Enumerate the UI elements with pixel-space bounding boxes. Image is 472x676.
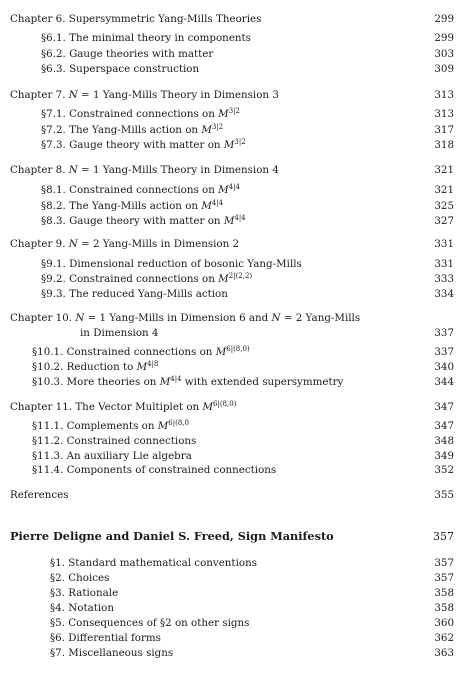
toc-title: §11.4. Components of constrained connections (32, 464, 277, 476)
toc-page: 355 (434, 489, 454, 501)
toc-page: 357 (434, 557, 454, 569)
toc-title: §7.1. Constrained connections on $M^{3|2}$ (41, 107, 240, 120)
toc-page: 349 (434, 450, 454, 462)
toc-title: §7. Miscellaneous signs (50, 647, 174, 659)
toc-section-4 (0, 601, 472, 616)
toc-title: Chapter 11. The Vector Multiplet on $M^{6|(8,0)}$ (10, 400, 237, 413)
toc-section-5 (0, 616, 472, 631)
toc-page: 321 (434, 184, 454, 196)
toc-page: 309 (434, 63, 454, 75)
toc-page: 325 (434, 200, 454, 212)
toc-title: §3. Rationale (50, 587, 119, 599)
toc-section-11-3 (0, 449, 472, 464)
toc-title: §4. Notation (50, 602, 114, 614)
toc-chapter-6 (0, 12, 472, 27)
toc-chapter-11 (0, 400, 472, 415)
toc-title: §10.3. More theories on $M^{4|4}$ with extended supersymmetry (32, 375, 344, 388)
toc-page: 299 (434, 13, 454, 25)
toc-section-1 (0, 556, 472, 571)
toc-page: 357 (433, 530, 454, 543)
toc-title: Chapter 10. N = 1 Yang-Mills in Dimension 6 and N = 2 Yang-Mills (10, 312, 361, 324)
toc-references (0, 488, 472, 503)
toc-section-7-1 (0, 107, 472, 122)
toc-page: 344 (434, 376, 454, 388)
toc-part-sign-manifesto (0, 529, 472, 544)
toc-page: 313 (434, 89, 454, 101)
toc-section-7 (0, 646, 472, 661)
toc-title: §9.2. Constrained connections on $M^{2|(2,2)}$ (41, 272, 253, 285)
toc-chapter-8 (0, 163, 472, 178)
toc-page: 358 (434, 602, 454, 614)
toc-title: §10.1. Constrained connections on $M^{6|(8,0)}$ (32, 345, 250, 358)
toc-section-9-1 (0, 257, 472, 272)
toc-title: Chapter 7. N = 1 Yang-Mills Theory in Dimension 3 (10, 89, 279, 101)
toc-chapter-9 (0, 237, 472, 252)
toc-page: 321 (434, 164, 454, 176)
toc-title: §7.2. The Yang-Mills action on $M^{3|2}$ (41, 123, 224, 136)
toc-chapter-10 (0, 311, 472, 326)
toc-title: in Dimension 4 (80, 327, 159, 339)
toc-section-9-2 (0, 272, 472, 287)
toc-page: 327 (434, 215, 454, 227)
toc-page: 347 (434, 420, 454, 432)
toc-page: 318 (434, 139, 454, 151)
toc-title: §11.3. An auxiliary Lie algebra (32, 450, 192, 462)
toc-section-11-4 (0, 463, 472, 478)
toc-section-9-3 (0, 287, 472, 302)
toc-title: §8.1. Constrained connections on $M^{4|4}$ (41, 183, 240, 196)
toc-title: §6. Differential forms (50, 632, 161, 644)
toc-title: §6.2. Gauge theories with matter (41, 48, 214, 60)
toc-title: §5. Consequences of §2 on other signs (50, 617, 250, 629)
toc-title: Chapter 9. N = 2 Yang-Mills in Dimension 2 (10, 238, 240, 250)
toc-page: 337 (434, 346, 454, 358)
toc-page: 303 (434, 48, 454, 60)
toc-section-6-1 (0, 31, 472, 46)
toc-page: 331 (434, 238, 454, 250)
toc-title: §9.1. Dimensional reduction of bosonic Yang-Mills (41, 258, 302, 270)
toc-page: 333 (434, 273, 454, 285)
toc-title: Chapter 8. N = 1 Yang-Mills Theory in Dimension 4 (10, 164, 279, 176)
toc-page: 347 (434, 401, 454, 413)
toc-section-11-2 (0, 434, 472, 449)
toc-section-11-1 (0, 419, 472, 434)
toc-page: 337 (434, 327, 454, 339)
toc-page: 362 (434, 632, 454, 644)
toc-title: §7.3. Gauge theory with matter on $M^{3|2}$ (41, 138, 246, 151)
toc-page: 313 (434, 108, 454, 120)
toc-title: References (10, 489, 69, 501)
toc-page: 348 (434, 435, 454, 447)
toc-chapter-10-continued (0, 326, 472, 341)
toc-section-6-3 (0, 62, 472, 77)
toc-title: §10.2. Reduction to $M^{4|8}$ (32, 360, 159, 373)
toc-page: 360 (434, 617, 454, 629)
toc-title: §1. Standard mathematical conventions (50, 557, 257, 569)
toc-page: 317 (434, 124, 454, 136)
toc-section-7-3 (0, 138, 472, 153)
toc-title: Pierre Deligne and Daniel S. Freed, Sign Manifesto (10, 529, 334, 543)
toc-page: 352 (434, 464, 454, 476)
toc-title: §9.3. The reduced Yang-Mills action (41, 288, 228, 300)
toc-title: §8.2. The Yang-Mills action on $M^{4|4}$ (41, 199, 224, 212)
toc-chapter-7 (0, 88, 472, 103)
toc-section-3 (0, 586, 472, 601)
toc-title: Chapter 6. Supersymmetric Yang-Mills Theories (10, 13, 262, 25)
toc-title: §2. Choices (50, 572, 110, 584)
toc-section-6 (0, 631, 472, 646)
toc-page: 299 (434, 32, 454, 44)
toc-title: §8.3. Gauge theory with matter on $M^{4|4}$ (41, 214, 246, 227)
toc-page: 340 (434, 361, 454, 373)
toc-title: §11.2. Constrained connections (32, 435, 197, 447)
toc-section-10-1 (0, 345, 472, 360)
toc-section-8-2 (0, 199, 472, 214)
toc-page: 363 (434, 647, 454, 659)
toc-page: 358 (434, 587, 454, 599)
toc-page: 334 (434, 288, 454, 300)
toc-section-7-2 (0, 123, 472, 138)
toc-section-2 (0, 571, 472, 586)
toc-section-8-3 (0, 214, 472, 229)
toc-title: §6.1. The minimal theory in components (41, 32, 251, 44)
toc-page: 357 (434, 572, 454, 584)
toc-title: §11.1. Complements on $M^{6|(8,0}$ (32, 419, 189, 432)
toc-section-10-3 (0, 375, 472, 390)
toc-page: 331 (434, 258, 454, 270)
toc-section-8-1 (0, 183, 472, 198)
toc-section-10-2 (0, 360, 472, 375)
toc-section-6-2 (0, 47, 472, 62)
toc-title: §6.3. Superspace construction (41, 63, 200, 75)
